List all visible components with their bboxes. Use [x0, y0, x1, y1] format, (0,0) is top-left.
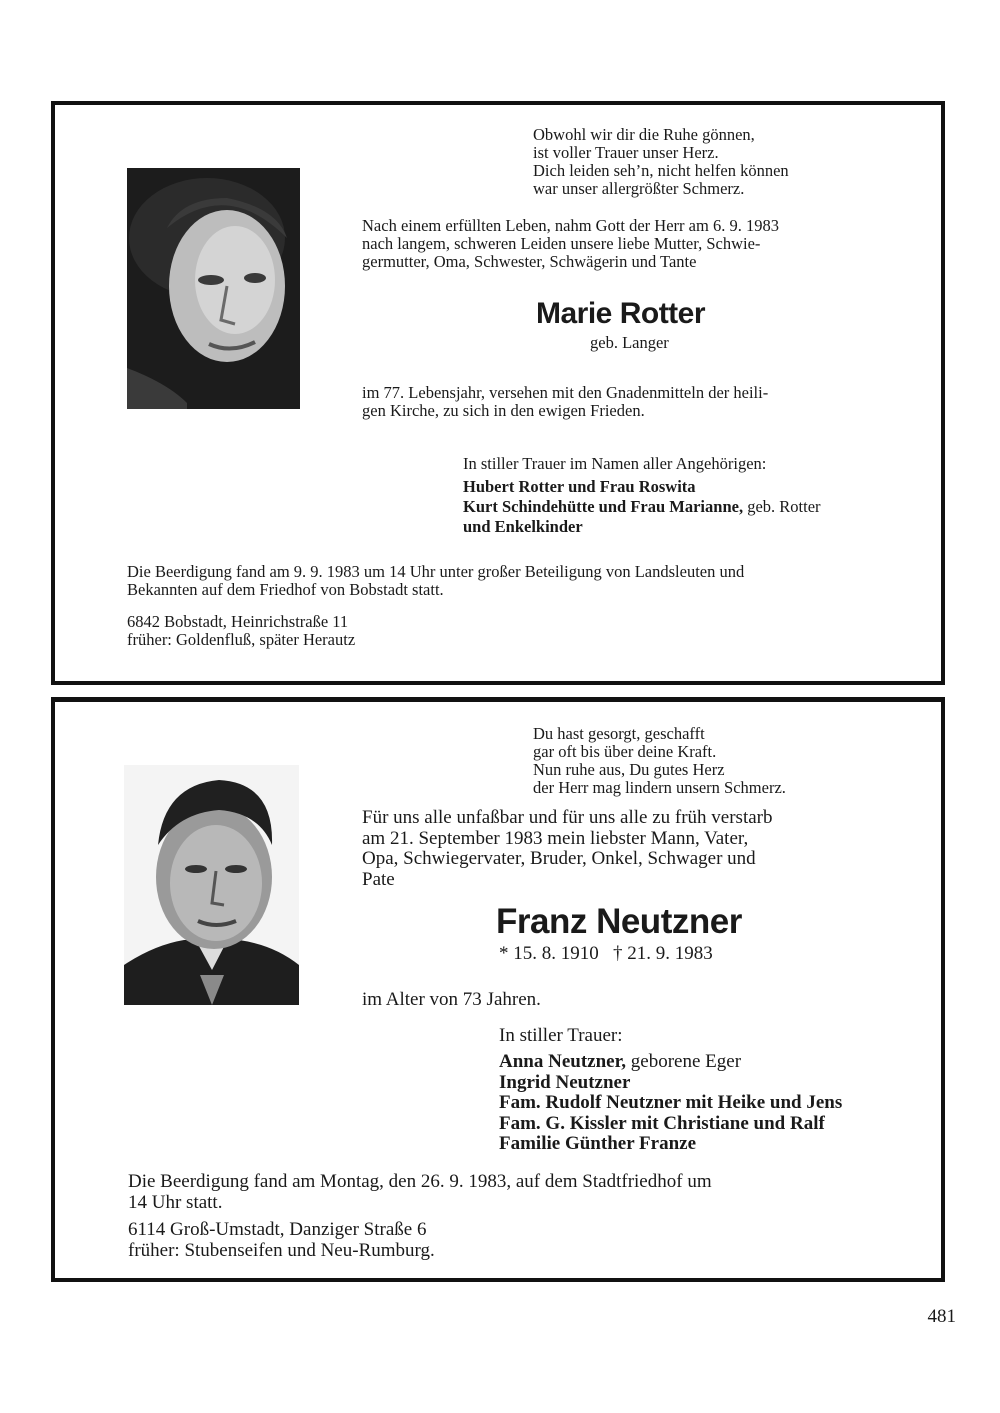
text-line: gen Kirche, zu sich in den ewigen Frieden.: [362, 401, 645, 420]
mourner-name: Fam. G. Kissler mit Christiane und Ralf: [499, 1112, 825, 1134]
mourning-heading: In stiller Trauer im Namen aller Angehörigen:: [463, 454, 767, 473]
deceased-name: Marie Rotter: [536, 297, 706, 330]
mourner-name: Fam. Rudolf Neutzner mit Heike und Jens: [499, 1092, 843, 1113]
mourner-entry: [499, 1114, 842, 1135]
text-line: Pate: [362, 868, 395, 890]
funeral-info: [128, 1172, 880, 1213]
mourner-entry: [499, 1052, 842, 1073]
page-number: 481: [927, 1306, 956, 1327]
deceased-name: Franz Neutzner: [496, 902, 742, 941]
text-line: Die Beerdigung fand am Montag, den 26. 9. 1983, auf dem Stadtfriedhof um: [128, 1171, 712, 1192]
verse-line: Obwohl wir dir die Ruhe gönnen,: [533, 125, 755, 144]
text-line: Nach einem erfüllten Leben, nahm Gott der Herr am 6. 9. 1983: [362, 216, 779, 235]
mourner-name: Hubert Rotter und Frau Roswita: [463, 477, 696, 496]
mourner-entry: [463, 497, 821, 517]
text-line: Für uns alle unfaßbar und für uns alle zu früh verstarb: [362, 807, 773, 828]
text-line: Bekannten auf dem Friedhof von Bobstadt statt.: [127, 580, 444, 599]
age-text: im Alter von 73 Jahren.: [362, 989, 541, 1010]
mourner-list: [499, 1052, 842, 1155]
verse-line: der Herr mag lindern unsern Schmerz.: [533, 778, 786, 797]
mourner-entry: [499, 1134, 842, 1155]
obituary-marie-rotter: [51, 101, 945, 685]
mourner-name: Kurt Schindehütte und Frau Marianne,: [463, 497, 744, 516]
death-announcement: [362, 217, 882, 271]
verse-line: ist voller Trauer unser Herz.: [533, 143, 719, 162]
verse-line: war unser allergrößter Schmerz.: [533, 179, 745, 198]
text-line: früher: Stubenseifen und Neu-Rumburg.: [128, 1239, 435, 1261]
mourner-note: geborene Eger: [626, 1051, 742, 1072]
mourner-name: Anna Neutzner,: [499, 1051, 627, 1072]
text-line: im 77. Lebensjahr, versehen mit den Gnadenmitteln der heili-: [362, 383, 769, 402]
text-line: 14 Uhr statt.: [128, 1191, 223, 1213]
funeral-info: [127, 563, 879, 599]
birth-name: geb. Langer: [590, 333, 669, 352]
verse-line: Dich leiden seh’n, nicht helfen können: [533, 161, 789, 180]
obituary-franz-neutzner: [51, 697, 945, 1282]
verse-line: Nun ruhe aus, Du gutes Herz: [533, 760, 725, 779]
text-line: Die Beerdigung fand am 9. 9. 1983 um 14 Uhr unter großer Beteiligung von Landsleuten und: [127, 562, 745, 581]
address: [127, 613, 355, 649]
life-dates: * 15. 8. 1910 † 21. 9. 1983: [499, 943, 713, 964]
death-announcement: [362, 808, 880, 890]
mourner-note: geb. Rotter: [743, 497, 821, 516]
address: [128, 1220, 435, 1261]
mourner-name: Familie Günther Franze: [499, 1133, 697, 1154]
mourner-name: Ingrid Neutzner: [499, 1071, 631, 1093]
verse-line: Du hast gesorgt, geschafft: [533, 724, 705, 743]
text-line: nach langem, schweren Leiden unsere liebe Mutter, Schwie-: [362, 234, 761, 253]
text-line: 6842 Bobstadt, Heinrichstraße 11: [127, 612, 349, 631]
text-line: am 21. September 1983 mein liebster Mann, Vater,: [362, 827, 749, 849]
mourner-entry: [463, 517, 821, 537]
mourner-entry: [499, 1093, 842, 1114]
mourner-list: [463, 477, 821, 537]
portrait-photo-marie-rotter: [127, 168, 300, 409]
mourning-heading: In stiller Trauer:: [499, 1025, 623, 1046]
mourner-entry: [499, 1073, 842, 1094]
mourner-entry: [463, 477, 821, 497]
mourner-name: und Enkelkinder: [463, 517, 583, 536]
text-line: 6114 Groß-Umstadt, Danziger Straße 6: [128, 1219, 427, 1240]
age-text: [362, 384, 882, 420]
portrait-photo-franz-neutzner: [124, 765, 299, 1005]
memorial-verse: [533, 725, 786, 797]
verse-line: gar oft bis über deine Kraft.: [533, 742, 717, 761]
text-line: Opa, Schwiegervater, Bruder, Onkel, Schwager und: [362, 848, 756, 869]
text-line: früher: Goldenfluß, später Herautz: [127, 630, 356, 649]
text-line: germutter, Oma, Schwester, Schwägerin und Tante: [362, 252, 697, 271]
memorial-verse: [533, 126, 789, 198]
